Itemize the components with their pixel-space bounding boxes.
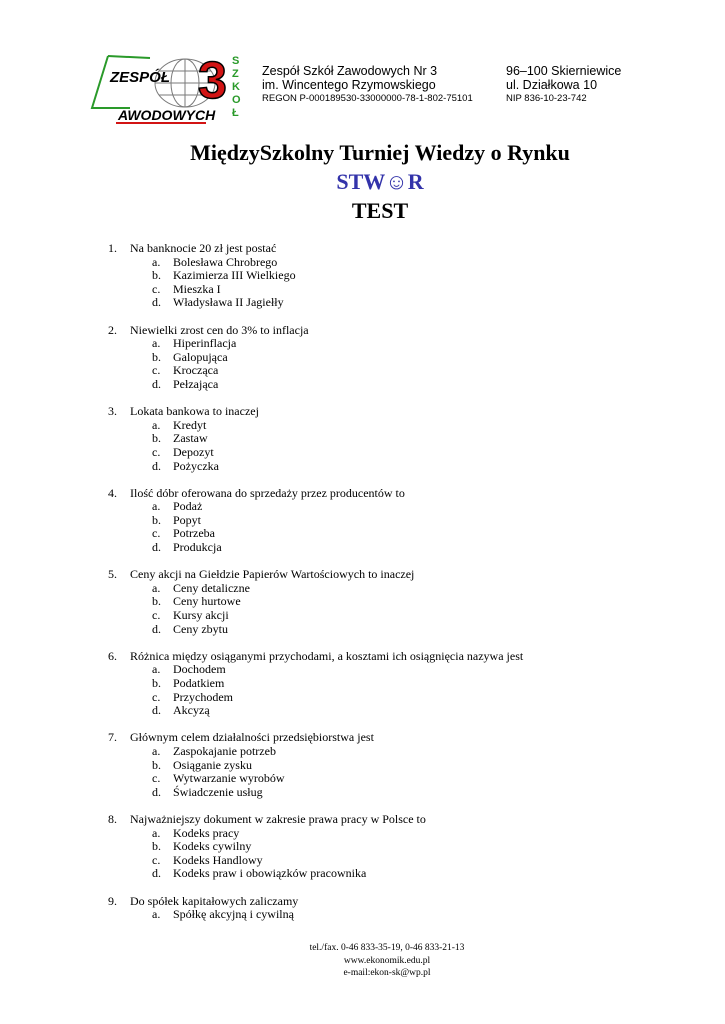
school-info <box>262 64 473 105</box>
option-letter: b. <box>152 594 161 609</box>
option-letter: b. <box>152 349 161 364</box>
option-letter: c. <box>152 444 161 459</box>
option-text: Kursy akcji <box>173 608 229 623</box>
school-logo <box>88 50 248 130</box>
question-text: Najważniejszy dokument w zakresie prawa pracy w Polsce to <box>130 811 426 826</box>
school-nip: NIP 836-10-23-742 <box>506 93 587 104</box>
school-name: Zespół Szkół Zawodowych Nr 3 <box>262 64 438 78</box>
option-text: Kodeks Handlowy <box>173 852 263 867</box>
question-head <box>0 731 725 745</box>
answer-option <box>0 867 725 881</box>
school-logo-graphic <box>88 50 248 130</box>
option-text: Spółkę akcyjną i cywilną <box>173 907 294 922</box>
option-letter: c. <box>152 363 161 378</box>
question-head <box>0 405 725 419</box>
page-subtitle <box>0 168 725 196</box>
answer-option <box>0 772 725 786</box>
answer-option <box>0 827 725 841</box>
address-street: ul. Działkowa 10 <box>506 78 598 92</box>
question-head <box>0 568 725 582</box>
option-letter: d. <box>152 295 161 310</box>
option-letter: d. <box>152 540 161 555</box>
option-text: Przychodem <box>173 689 233 704</box>
question-head <box>0 813 725 827</box>
option-text: Zaspokajanie potrzeb <box>173 743 276 758</box>
question-head <box>0 487 725 501</box>
option-letter: c. <box>152 689 161 704</box>
option-text: Władysława II Jagiełły <box>173 295 284 310</box>
answer-option <box>0 283 725 297</box>
option-text: Depozyt <box>173 444 214 459</box>
answer-option <box>0 582 725 596</box>
answer-option <box>0 514 725 528</box>
option-letter: d. <box>152 784 161 799</box>
answer-option <box>0 500 725 514</box>
answer-option <box>0 378 725 392</box>
subtitle-text-end: R <box>407 169 424 194</box>
option-letter: d. <box>152 458 161 473</box>
option-text: Kodeks pracy <box>173 825 240 840</box>
question-number: 7. <box>108 730 117 745</box>
option-text: Pełzająca <box>173 376 219 391</box>
footer-email: e-mail:ekon-sk@wp.pl <box>343 968 431 978</box>
answer-option <box>0 419 725 433</box>
question-number: 3. <box>108 404 117 419</box>
option-text: Hiperinflacja <box>173 336 237 351</box>
answer-option <box>0 337 725 351</box>
address-city: 96–100 Skierniewice <box>506 64 622 78</box>
logo-number: 3 <box>198 52 227 110</box>
answer-option <box>0 663 725 677</box>
option-letter: a. <box>152 662 161 677</box>
option-text: Podatkiem <box>173 676 225 690</box>
question-text: Niewielki zrost cen do 3% to inflacja <box>130 322 309 337</box>
question-head <box>0 895 725 909</box>
option-letter: a. <box>152 336 161 351</box>
option-text: Dochodem <box>173 662 226 677</box>
question-number: 9. <box>108 893 117 908</box>
option-text: Popyt <box>173 512 202 527</box>
option-text: Kazimierza III Wielkiego <box>173 268 296 283</box>
option-text: Kodeks praw i obowiązków pracownika <box>173 866 367 881</box>
option-letter: b. <box>152 676 161 690</box>
question-head <box>0 242 725 256</box>
school-regon: REGON P-000189530-33000000-78-1-802-75101 <box>262 93 473 104</box>
option-letter: b. <box>152 431 161 446</box>
footer-phone: tel./fax. 0-46 833-35-19, 0-46 833-21-13 <box>309 943 465 953</box>
logo-side-letter: S <box>232 55 240 67</box>
option-text: Wytwarzanie wyrobów <box>173 771 285 786</box>
option-letter: a. <box>152 907 161 922</box>
option-letter: a. <box>152 743 161 758</box>
footer <box>0 942 725 980</box>
answer-option <box>0 786 725 800</box>
option-text: Produkcja <box>173 540 222 555</box>
answer-option <box>0 364 725 378</box>
answer-option <box>0 296 725 310</box>
option-text: Kredyt <box>173 417 207 432</box>
option-text: Potrzeba <box>173 526 215 541</box>
question-number: 5. <box>108 567 117 582</box>
option-text: Podaż <box>173 499 203 514</box>
option-letter: d. <box>152 703 161 718</box>
option-letter: d. <box>152 621 161 636</box>
question-text: Ilość dóbr oferowana do sprzedaży przez producentów to <box>130 485 405 500</box>
option-letter: c. <box>152 526 161 541</box>
question <box>0 895 725 922</box>
question-text: Głównym celem działalności przedsiębiorstwa jest <box>130 730 374 745</box>
question-number: 6. <box>108 648 117 663</box>
answer-option <box>0 854 725 868</box>
school-address <box>506 64 621 105</box>
option-letter: c. <box>152 608 161 623</box>
option-text: Pożyczka <box>173 458 219 473</box>
answer-option <box>0 351 725 365</box>
question-text: Na banknocie 20 zł jest postać <box>130 241 277 255</box>
question <box>0 813 725 881</box>
option-letter: a. <box>152 825 161 840</box>
question-head <box>0 650 725 664</box>
option-letter: b. <box>152 268 161 283</box>
option-letter: c. <box>152 852 161 867</box>
logo-text-top: ZESPÓŁ <box>110 69 171 86</box>
option-letter: a. <box>152 417 161 432</box>
option-text: Mieszka I <box>173 281 221 296</box>
option-text: Ceny hurtowe <box>173 594 241 609</box>
option-letter: c. <box>152 771 161 786</box>
answer-option <box>0 745 725 759</box>
answer-option <box>0 541 725 555</box>
question <box>0 324 725 392</box>
answer-option <box>0 609 725 623</box>
subtitle-text-start: STW <box>336 169 386 194</box>
question-number: 1. <box>108 241 117 255</box>
option-letter: b. <box>152 839 161 854</box>
question-number: 4. <box>108 485 117 500</box>
option-letter: b. <box>152 757 161 772</box>
option-text: Świadczenie usług <box>173 784 263 799</box>
option-text: Ceny zbytu <box>173 621 228 636</box>
question-text: Różnica między osiąganymi przychodami, a kosztami ich osiągnięcia nazywa jest <box>130 648 524 663</box>
school-patron: im. Wincentego Rzymowskiego <box>262 78 436 92</box>
question-head <box>0 324 725 338</box>
answer-option <box>0 460 725 474</box>
question-list <box>0 242 725 935</box>
option-text: Kodeks cywilny <box>173 839 252 854</box>
answer-option <box>0 759 725 773</box>
question <box>0 568 725 636</box>
option-letter: c. <box>152 281 161 296</box>
question-text: Ceny akcji na Giełdzie Papierów Wartościowych to inaczej <box>130 567 415 582</box>
answer-option <box>0 840 725 854</box>
smiley-icon: ☺ <box>385 169 408 194</box>
answer-option <box>0 595 725 609</box>
option-letter: d. <box>152 376 161 391</box>
title-block <box>0 138 725 226</box>
question <box>0 731 725 799</box>
answer-option <box>0 623 725 637</box>
option-text: Bolesława Chrobrego <box>173 254 278 269</box>
question-number: 2. <box>108 322 117 337</box>
option-letter: b. <box>152 512 161 527</box>
option-text: Krocząca <box>173 363 219 378</box>
page-title: MiędzySzkolny Turniej Wiedzy o Rynku <box>190 140 570 165</box>
logo-side-letter: Z <box>232 68 239 80</box>
question-text: Lokata bankowa to inaczej <box>130 404 259 419</box>
option-letter: d. <box>152 866 161 881</box>
logo-text-bottom: AWODOWYCH <box>118 107 216 123</box>
answer-option <box>0 446 725 460</box>
test-label: TEST <box>351 198 409 223</box>
question <box>0 242 725 310</box>
option-text: Akcyzą <box>173 703 210 718</box>
logo-side-letter: K <box>232 81 240 93</box>
answer-option <box>0 704 725 718</box>
question <box>0 487 725 555</box>
question-number: 8. <box>108 811 117 826</box>
question-text: Do spółek kapitałowych zaliczamy <box>130 893 299 908</box>
footer-website: www.ekonomik.edu.pl <box>343 955 431 966</box>
option-letter: a. <box>152 499 161 514</box>
question <box>0 650 725 718</box>
answer-option <box>0 269 725 283</box>
logo-side-letter: O <box>232 94 241 106</box>
option-text: Ceny detaliczne <box>173 580 250 595</box>
answer-option <box>0 691 725 705</box>
option-text: Galopująca <box>173 349 228 364</box>
answer-option <box>0 256 725 270</box>
answer-option <box>0 677 725 691</box>
answer-option <box>0 908 725 922</box>
answer-option <box>0 432 725 446</box>
option-text: Zastaw <box>173 431 208 446</box>
answer-option <box>0 527 725 541</box>
option-letter: a. <box>152 580 161 595</box>
question <box>0 405 725 473</box>
logo-side-letter: Ł <box>232 107 239 119</box>
option-text: Osiąganie zysku <box>173 757 252 772</box>
option-letter: a. <box>152 254 161 269</box>
